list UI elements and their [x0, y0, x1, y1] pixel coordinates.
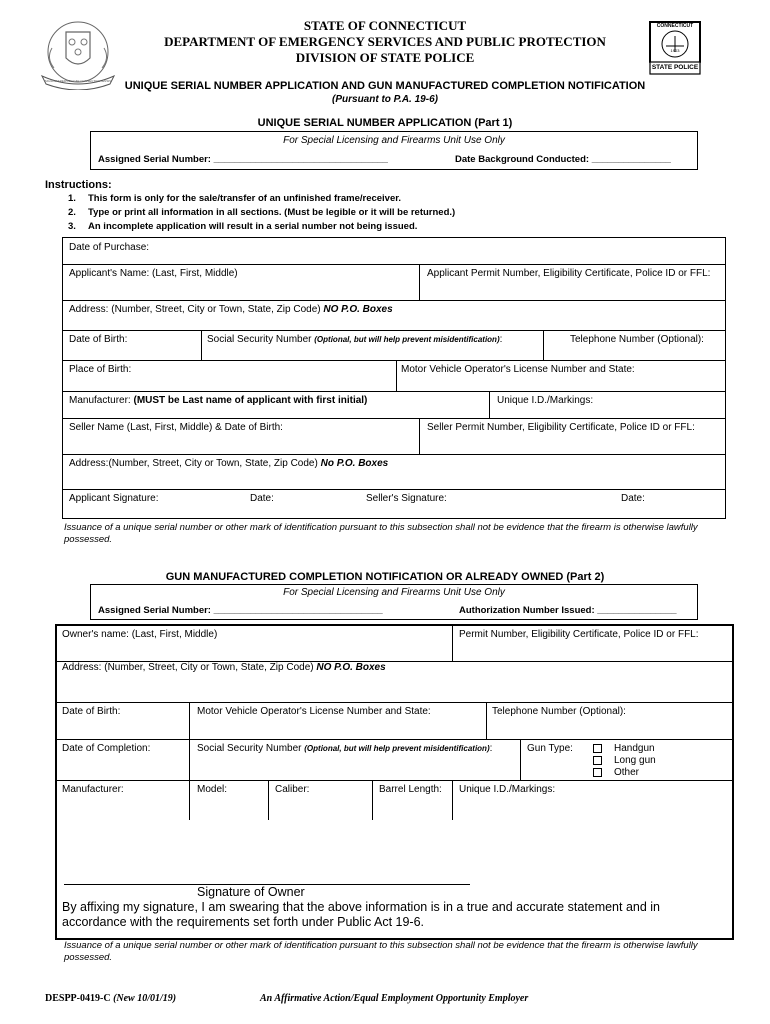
badge-year: 1903: [670, 48, 680, 53]
header-department: DEPARTMENT OF EMERGENCY SERVICES AND PUBLIC PROTECTION: [164, 34, 606, 49]
applicant-permit-field[interactable]: Applicant Permit Number, Eligibility Certificate, Police ID or FFL:: [427, 268, 711, 279]
form-subtitle: (Pursuant to P.A. 19-6): [332, 94, 438, 105]
owner-unique-id-field[interactable]: Unique I.D./Markings:: [459, 784, 556, 795]
option-label: Long gun: [614, 755, 656, 766]
applicant-signature-field[interactable]: Applicant Signature:: [69, 493, 159, 504]
place-of-birth-field[interactable]: Place of Birth:: [69, 364, 132, 375]
applicant-signature-date[interactable]: Date:: [250, 493, 274, 504]
manufacturer-note: (MUST be Last name of applicant with first initial): [133, 395, 368, 406]
part2-authorization-number[interactable]: Authorization Number Issued: _______________: [459, 605, 677, 616]
manufacturer-field[interactable]: [69, 395, 367, 406]
seller-signature-field[interactable]: Seller's Signature:: [366, 493, 447, 504]
owner-ssn-note: (Optional, but will help prevent misidentification): [304, 744, 490, 753]
date-of-completion-field[interactable]: Date of Completion:: [62, 743, 151, 754]
instruction-item: [68, 207, 455, 221]
owner-ssn-colon: :: [489, 743, 493, 754]
ssn-note: (Optional, but will help prevent misidentification): [314, 335, 500, 344]
checkbox-icon[interactable]: [593, 744, 602, 753]
mv-license-field[interactable]: Motor Vehicle Operator's License Number and State:: [401, 364, 635, 375]
gun-type-option-long-gun[interactable]: [593, 755, 656, 767]
owner-telephone-field[interactable]: Telephone Number (Optional):: [492, 706, 626, 717]
badge-top-text: CONNECTICUT: [656, 23, 694, 29]
caliber-field[interactable]: Caliber:: [275, 784, 310, 795]
applicant-dob-field[interactable]: Date of Birth:: [69, 334, 128, 345]
owner-signature-label: Signature of Owner: [197, 885, 305, 899]
seller-address-label: Address:(Number, Street, City or Town, State, Zip Code): [69, 458, 318, 469]
seller-signature-date[interactable]: Date:: [621, 493, 645, 504]
owner-dob-field[interactable]: Date of Birth:: [62, 706, 121, 717]
part2-office-use-box: [90, 584, 698, 620]
unique-id-field[interactable]: Unique I.D./Markings:: [497, 395, 594, 406]
owner-address-label: Address: (Number, Street, City or Town, State, Zip Code): [62, 662, 314, 673]
header-state: STATE OF CONNECTICUT: [303, 18, 467, 33]
instruction-num: 1.: [68, 193, 76, 204]
no-po-boxes-note: NO P.O. Boxes: [323, 304, 393, 315]
owner-address-field[interactable]: [62, 662, 386, 673]
part1-disclaimer: Issuance of a unique serial number or other mark of identification pursuant to this subsection shall not be evidence that the firearm is otherwise lawfully possessed.: [64, 522, 698, 545]
instruction-text: An incomplete application will result in a serial number not being issued.: [88, 221, 418, 232]
form-date: (New 10/01/19): [113, 993, 177, 1004]
checkbox-icon[interactable]: [593, 756, 602, 765]
footer-employer: An Affirmative Action/Equal Employment Opportunity Employer: [260, 993, 529, 1004]
checkbox-icon[interactable]: [593, 768, 602, 777]
instruction-text: Type or print all information in all sections. (Must be legible or it will be returned.): [88, 207, 456, 218]
badge-bottom-text: STATE POLICE: [651, 64, 699, 71]
gun-type-option-handgun[interactable]: [593, 743, 656, 755]
owner-name-field[interactable]: Owner's name: (Last, First, Middle): [62, 629, 218, 640]
owner-manufacturer-field[interactable]: Manufacturer:: [62, 784, 124, 795]
applicant-ssn-field[interactable]: [207, 334, 502, 345]
manufacturer-label: Manufacturer:: [69, 395, 131, 406]
ssn-colon: :: [499, 334, 503, 345]
seal-left-caption: SIGILLUM REIPUBLICAE CONNECTICUTENSIS: [44, 79, 112, 83]
affirmation-text: By affixing my signature, I am swearing that the above information is in a true and accurate statement and in accordance with the requirements set forth under Public Act 19-6.: [62, 900, 661, 929]
state-police-badge: [644, 18, 706, 78]
option-label: Handgun: [614, 743, 655, 754]
instruction-text: This form is only for the sale/transfer of an unfinished frame/receiver.: [88, 193, 402, 204]
part1-unit-use: For Special Licensing and Firearms Unit Use Only: [283, 135, 505, 146]
part2-disclaimer: Issuance of a unique serial number or other mark of identification pursuant to this subsection shall not be evidence that the firearm is otherwise lawfully possessed.: [64, 940, 698, 963]
owner-no-po-note: NO P.O. Boxes: [316, 662, 386, 673]
gun-type-option-other[interactable]: [593, 767, 656, 779]
date-of-purchase-field[interactable]: Date of Purchase:: [69, 242, 150, 253]
instructions-list: [68, 193, 455, 235]
gun-type-options: [593, 743, 656, 779]
owner-ssn-field[interactable]: [197, 743, 492, 754]
option-label: Other: [614, 767, 640, 778]
seller-permit-field[interactable]: Seller Permit Number, Eligibility Certificate, Police ID or FFL:: [427, 422, 695, 433]
owner-permit-field[interactable]: Permit Number, Eligibility Certificate, Police ID or FFL:: [459, 629, 699, 640]
gun-type-label: Gun Type:: [527, 743, 573, 754]
instruction-item: [68, 221, 455, 235]
seller-address-field[interactable]: [69, 458, 388, 469]
instructions-heading: Instructions:: [45, 179, 112, 191]
applicant-name-field[interactable]: Applicant's Name: (Last, First, Middle): [69, 268, 238, 279]
barrel-length-field[interactable]: Barrel Length:: [379, 784, 442, 795]
part1-date-background[interactable]: Date Background Conducted: _______________: [455, 154, 671, 165]
instruction-item: [68, 193, 455, 207]
applicant-telephone-field[interactable]: Telephone Number (Optional):: [570, 334, 704, 345]
part2-assigned-serial[interactable]: Assigned Serial Number: ________________________________: [98, 605, 383, 616]
form-id: DESPP-0419-C: [45, 993, 111, 1004]
part2-form-table: [55, 624, 734, 940]
model-field[interactable]: Model:: [197, 784, 228, 795]
part2-unit-use: For Special Licensing and Firearms Unit Use Only: [283, 587, 505, 598]
part1-title: UNIQUE SERIAL NUMBER APPLICATION (Part 1): [257, 117, 513, 129]
owner-mv-license-field[interactable]: Motor Vehicle Operator's License Number and State:: [197, 706, 431, 717]
address-label: Address: (Number, Street, City or Town, State, Zip Code): [69, 304, 321, 315]
seller-no-po-note: No P.O. Boxes: [320, 458, 389, 469]
ssn-label: Social Security Number: [207, 334, 312, 345]
part1-office-use-box: [90, 131, 698, 170]
instruction-num: 2.: [68, 207, 76, 218]
seller-name-field[interactable]: Seller Name (Last, First, Middle) & Date of Birth:: [69, 422, 283, 433]
form-title: UNIQUE SERIAL NUMBER APPLICATION AND GUN MANUFACTURED COMPLETION NOTIFICATION: [124, 80, 646, 92]
footer-form-id: [45, 993, 176, 1004]
part2-title: GUN MANUFACTURED COMPLETION NOTIFICATION OR ALREADY OWNED (Part 2): [165, 571, 605, 583]
applicant-address-field[interactable]: [69, 304, 393, 315]
part1-assigned-serial[interactable]: Assigned Serial Number: _________________________________: [98, 154, 388, 165]
owner-ssn-label: Social Security Number: [197, 743, 302, 754]
part1-form-table: [62, 237, 726, 519]
instruction-num: 3.: [68, 221, 76, 232]
header-division: DIVISION OF STATE POLICE: [295, 50, 475, 65]
